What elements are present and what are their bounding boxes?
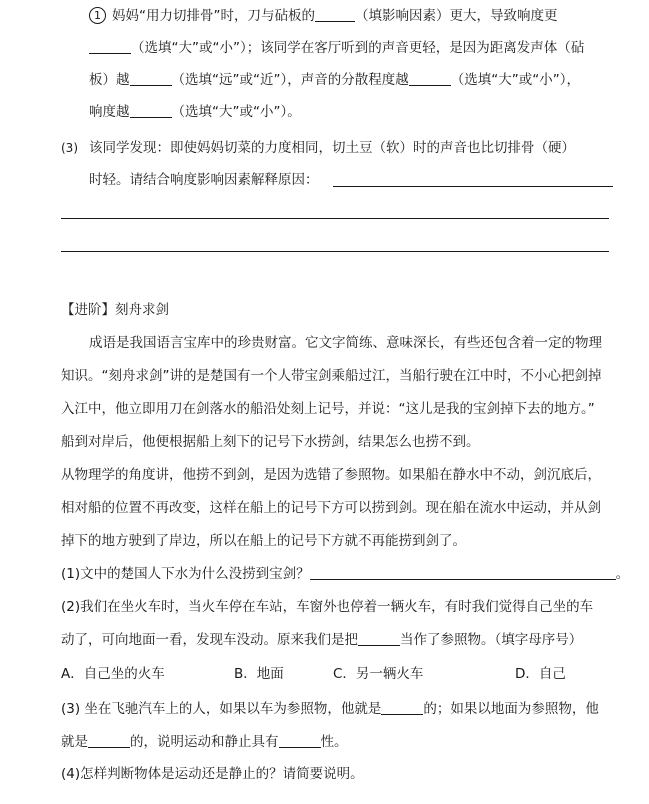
answer-blank[interactable]	[130, 71, 172, 86]
q2-sub1-text: （选填“远”或“近”），声音的分散程度越	[171, 72, 409, 88]
answer-line[interactable]	[333, 186, 613, 187]
circled-number-marker: 1	[89, 7, 106, 24]
q2-sub1-text: 板）越	[89, 72, 130, 88]
answer-blank[interactable]	[315, 7, 355, 22]
q2-sub1-text: （选填“大”或“小”）。	[171, 104, 301, 120]
q2-sub1-text-a: 妈妈“用力切排骨”时，刀与砧板的	[112, 8, 315, 24]
question-3-text: 的；如果以地面为参照物，他	[423, 701, 599, 717]
answer-blank[interactable]	[310, 565, 616, 580]
question-2-text: 动了，可向地面一看，发现车没动。原来我们是把	[61, 632, 358, 648]
answer-blank[interactable]	[409, 71, 451, 86]
question-4: (4)怎样判断物体是运动还是静止的？请简要说明。	[61, 766, 364, 782]
q3-text: 时轻。请结合响度影响因素解释原因：	[89, 172, 319, 188]
question-3-line2	[61, 732, 348, 752]
q3-line2	[89, 170, 319, 190]
passage-line: 从物理学的角度讲，他捞不到剑，是因为选错了参照物。如果船在静水中不动，剑沉底后，	[61, 467, 601, 483]
answer-blank[interactable]	[358, 631, 400, 646]
question-3-text: 就是	[61, 734, 88, 750]
q2-sub1-line4	[89, 102, 301, 122]
q2-sub1-text: （选填“大”或“小”）；该同学在客厅听到的声音更轻，是因为距离发声体（砧	[131, 40, 585, 56]
passage-line: 掉下的地方驶到了岸边，所以在船上的记号下方就不再能捞到剑了。	[61, 533, 466, 549]
q3-line1	[61, 138, 575, 158]
section-heading: 【进阶】刻舟求剑	[61, 302, 169, 318]
answer-blank[interactable]	[381, 700, 423, 715]
question-1-text: (1)文中的楚国人下水为什么没捞到宝剑？	[61, 566, 310, 582]
answer-blank[interactable]	[130, 103, 172, 118]
q3-number: (3)	[61, 141, 78, 155]
q2-sub1-line3	[89, 70, 580, 90]
q3-text: 该同学发现：即使妈妈切菜的力度相同，切土豆（软）时的声音也比切排骨（硬）	[89, 140, 575, 156]
passage-line: 入江中，他立即用刀在剑落水的船沿处刻上记号，并说：“这儿是我的宝剑掉下去的地方。”	[61, 401, 595, 417]
q2-sub1-text-b: （填影响因素）更大，导致响度更	[355, 8, 558, 24]
question-3-text: 性。	[320, 734, 348, 750]
q2-sub1-line2	[89, 38, 584, 58]
answer-blank[interactable]	[279, 733, 321, 748]
answer-line[interactable]	[61, 251, 609, 252]
answer-blank[interactable]	[89, 39, 131, 54]
question-1	[61, 564, 629, 584]
question-1-end: 。	[615, 566, 630, 582]
question-2-text: 当作了参照物。（填字母序号）	[400, 632, 583, 648]
answer-blank[interactable]	[88, 733, 130, 748]
answer-line[interactable]	[61, 218, 609, 219]
question-2-line2	[61, 630, 582, 650]
passage-line: 船到对岸后，他便根据船上刻下的记号下水捞剑，结果怎么也捞不到。	[61, 434, 480, 450]
passage-line: 成语是我国语言宝库中的珍贵财富。它文字简练、意味深长，有些还包含着一定的物理	[89, 335, 602, 351]
option-b[interactable]: B．地面	[234, 666, 284, 682]
option-a[interactable]: A．自己坐的火车	[61, 666, 165, 682]
q2-sub1-text: （选填“大”或“小”），	[450, 72, 580, 88]
q2-sub1-text: 响度越	[89, 104, 130, 120]
option-c[interactable]: C．另一辆火车	[333, 666, 424, 682]
passage-line: 相对船的位置不再改变，这样在船上的记号下方可以捞到剑。现在船在流水中运动，并从剑	[61, 500, 601, 516]
question-3-line1	[61, 699, 599, 719]
question-2-line1: (2)我们在坐火车时，当火车停在车站，车窗外也停着一辆火车，有时我们觉得自己坐的车	[61, 599, 594, 615]
question-3-text: (3) 坐在飞驰汽车上的人，如果以车为参照物，他就是	[61, 701, 382, 717]
option-d[interactable]: D．自己	[515, 666, 566, 682]
question-3-text: 的，说明运动和静止具有	[130, 734, 279, 750]
q2-sub1-line1	[89, 6, 558, 26]
passage-line: 知识。“刻舟求剑”讲的是楚国有一个人带宝剑乘船过江，当船行驶在江中时，不小心把剑掉	[61, 368, 602, 384]
